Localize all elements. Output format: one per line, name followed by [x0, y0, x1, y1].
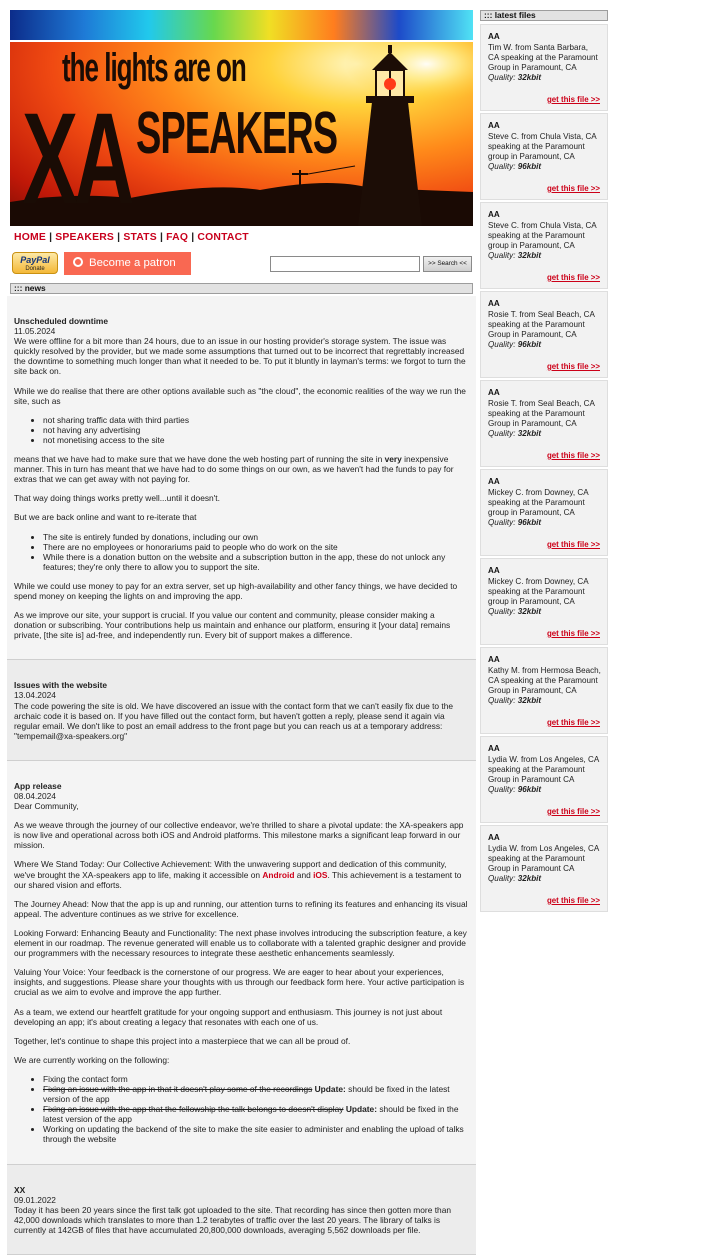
todo-item: • Working on updating the backend of the site to make the site easier to administer and enabling the upload of talks through the website: [43, 1124, 468, 1144]
list-item: • not having any advertising: [43, 425, 468, 435]
get-file-link[interactable]: get this file >>: [546, 807, 600, 816]
nav-contact-link[interactable]: CONTACT: [197, 232, 249, 243]
banner-logo-xa: XA: [22, 85, 131, 226]
file-card: [480, 469, 608, 556]
news-paragraph: Together, let's continue to shape this project into a masterpiece that we can all be proud of.: [14, 1035, 351, 1046]
file-card: [480, 202, 608, 289]
news-date: 13.04.2024: [14, 690, 56, 701]
list-item: • not sharing traffic data with third parties: [43, 415, 468, 425]
news-paragraph: While we could use money to pay for an extra server, set up high-availability and other fancy things, we have decided to spend money on keeping the lights on and improving the app.: [14, 580, 458, 601]
file-title: AA: [488, 744, 500, 753]
banner-tagline: the lights are on: [62, 44, 246, 91]
file-card: [480, 24, 608, 111]
news-paragraph: As a team, we extend our heartfelt gratitude for your ongoing support and enthusiasm. This journey is not just about developing an app; it's about creating a legacy that resonates with each one of us.: [14, 1006, 443, 1027]
file-title: AA: [488, 32, 500, 41]
file-card: [480, 380, 608, 467]
file-description: Steve C. from Chula Vista, CA speaking at the Paramount group in Paramount, CA: [488, 221, 597, 250]
paypal-logo: PayPal: [20, 255, 50, 265]
news-date: 09.01.2022: [14, 1194, 56, 1205]
nav-stats-link[interactable]: STATS: [123, 232, 157, 243]
nav-home-link[interactable]: HOME: [14, 232, 46, 243]
file-card: [480, 736, 608, 823]
get-file-link[interactable]: get this file >>: [546, 629, 600, 638]
paypal-donate-label: Donate: [25, 266, 45, 272]
news-item: [7, 761, 476, 1165]
list-item: • The site is entirely funded by donations, including our own: [43, 532, 468, 542]
file-title: AA: [488, 210, 500, 219]
nav-speakers-link[interactable]: SPEAKERS: [55, 232, 115, 243]
news-title: Unscheduled downtime: [14, 316, 108, 326]
todo-item: • Fixing an issue with the app that the fellowship the talk belongs to doesn't display Update: should be fixed in the latest version of the app: [43, 1104, 468, 1124]
news-bullet-list: [14, 532, 468, 572]
news-date: 08.04.2024: [14, 791, 56, 801]
file-quality: Quality: 96kbit: [488, 518, 542, 527]
patron-label: Become a patron: [89, 257, 176, 269]
news-paragraph: Today it has been 20 years since the first talk got uploaded to the site. That recording has since then gotten more than 42,000 downloads which translates to more than 1.2 terabytes of traffic over the last 20 years. The library of talks is currently at 142GB of files that have accumulated 20,800,000 downloads, averaging 5,562 downloads per file.: [14, 1204, 452, 1235]
file-quality: Quality: 32kbit: [488, 73, 542, 82]
search-input[interactable]: [270, 256, 420, 272]
file-card: [480, 647, 608, 734]
ios-link[interactable]: iOS: [313, 869, 328, 880]
news-paragraph: The Journey Ahead: Now that the app is up and running, our attention turns to refining its features and enhancing its visual appeal. The adventure continues as we strive for excellence.: [14, 898, 468, 919]
file-quality: Quality: 32kbit: [488, 696, 542, 705]
news-item: [7, 1165, 476, 1255]
search-button[interactable]: >> Search <<: [423, 256, 472, 272]
get-file-link[interactable]: get this file >>: [546, 95, 600, 104]
news-paragraph: The code powering the site is old. We have discovered an issue with the contact form that we can't easily fix due to the archaic code it is based on. If you have filled out the contact form, but haven't gotten a reply, please send it again via regular email. We don't like to post an email address to the front page but you can reach us at a temporary address: "tempemail@xa-speakers.org": [14, 700, 454, 741]
file-description: Steve C. from Chula Vista, CA speaking at the Paramount group in Paramount, CA: [488, 132, 597, 161]
file-description: Mickey C. from Downey, CA speaking at the Paramount group in Paramount, CA: [488, 577, 589, 606]
news-bullet-list: [14, 415, 468, 445]
file-description: Rosie T. from Seal Beach, CA speaking at the Paramount Group in Paramount, CA: [488, 310, 595, 339]
list-item: • There are no employees or honorariums paid to people who do work on the site: [43, 542, 468, 552]
android-link[interactable]: Android: [262, 869, 295, 880]
news-item: [7, 660, 476, 761]
paypal-donate-button[interactable]: [12, 252, 58, 274]
list-item: • While there is a donation button on the website and a subscription button in the app, these do not unlock any features; they're only there to allow you to support the site.: [43, 552, 468, 572]
news-title: App release: [14, 780, 62, 791]
file-card: [480, 291, 608, 378]
file-quality: Quality: 32kbit: [488, 251, 542, 260]
file-card: [480, 558, 608, 645]
file-title: AA: [488, 299, 500, 308]
list-item: • not monetising access to the site: [43, 435, 468, 445]
file-description: Rosie T. from Seal Beach, CA speaking at the Paramount Group in Paramount, CA: [488, 399, 595, 428]
file-quality: Quality: 96kbit: [488, 340, 542, 349]
news-item: [7, 296, 476, 660]
news-paragraph: Looking Forward: Enhancing Beauty and Functionality: The next phase involves introducing the subscription feature, a key element in our roadmap. The revenue generated will enable us to collaborate with a talented graphic designer and provide our programmers with the necessary resources to integrate these aesthetic enhancements seamlessly.: [14, 927, 467, 959]
get-file-link[interactable]: get this file >>: [546, 540, 600, 549]
file-title: AA: [488, 388, 500, 397]
file-description: Kathy M. from Hermosa Beach, CA speaking at the Paramount Group in Paramount, CA: [488, 666, 601, 695]
get-file-link[interactable]: get this file >>: [546, 184, 600, 193]
nav-separator: |: [159, 232, 164, 243]
news-paragraph: As we improve our site, your support is crucial. If you value our content and community, please consider making a donation or subscribing. Your contributions help us maintain and enhance our platform, ensuring it [your data] remains private, [the site is] ad-free, and independently run. Every bit of support makes a difference.: [14, 610, 451, 641]
nav-separator: |: [49, 232, 53, 243]
banner-logo-speakers: SPEAKERS: [136, 102, 338, 168]
nav-faq-link[interactable]: FAQ: [166, 232, 189, 243]
file-title: AA: [488, 121, 500, 130]
main-nav: [14, 232, 249, 243]
file-description: Lydia W. from Los Angeles, CA speaking at the Paramount Group in Paramount CA: [488, 755, 599, 784]
news-paragraph: Where We Stand Today: Our Collective Achievement: With the unwavering support and dedication of this community, we've brought the XA-speakers app to life, making it accessible on Android and iOS. This achievement is a testament to our shared vision and efforts.: [14, 859, 462, 890]
get-file-link[interactable]: get this file >>: [546, 362, 600, 371]
become-patron-button[interactable]: [64, 252, 191, 275]
get-file-link[interactable]: get this file >>: [546, 273, 600, 282]
news-paragraph: We were offline for a bit more than 24 hours, due to an issue in our hosting provider's storage system. The issue was quickly resolved by the provider, but we made some assumptions that turned out to be incorrect that regrettably increased the downtime to something much longer than what it needed to be. To put it bluntly in layman's terms: we forgot to turn the site back on.: [14, 336, 466, 377]
news-greeting: Dear Community,: [14, 801, 79, 812]
news-date: 11.05.2024: [14, 326, 56, 337]
news-heading: ::: news: [10, 283, 473, 294]
news-paragraph: That way doing things works pretty well...until it doesn't.: [14, 493, 220, 504]
file-quality: Quality: 32kbit: [488, 429, 542, 438]
news-paragraph: As we weave through the journey of our collective endeavor, we're thrilled to share a pivotal update: the XA-speakers app is now live and operational across both iOS and Android platforms. This milestone marks a significant leap forward in our mission.: [14, 820, 464, 851]
file-quality: Quality: 32kbit: [488, 607, 542, 616]
get-file-link[interactable]: get this file >>: [546, 451, 600, 460]
file-card: [480, 113, 608, 200]
get-file-link[interactable]: get this file >>: [546, 896, 600, 905]
file-title: AA: [488, 655, 500, 664]
file-title: AA: [488, 833, 500, 842]
get-file-link[interactable]: get this file >>: [546, 718, 600, 727]
news-paragraph: Valuing Your Voice: Your feedback is the cornerstone of our progress. We are eager to hear about your experiences, insights, and suggestions. Please share your thoughts with us through our feedback form here. Your active participation is crucial as we aim to evolve and improve the app further.: [14, 967, 465, 998]
todo-list: [14, 1074, 468, 1145]
site-banner[interactable]: [10, 10, 473, 226]
file-quality: Quality: 96kbit: [488, 785, 542, 794]
news-paragraph: But we are back online and want to re-iterate that: [14, 512, 197, 523]
file-quality: Quality: 32kbit: [488, 874, 542, 883]
file-title: AA: [488, 477, 500, 486]
news-title: XX: [14, 1184, 26, 1195]
todo-item: • Fixing an issue with the app in that it doesn't play some of the recordings Update: should be fixed in the latest version of the app: [43, 1084, 468, 1104]
file-description: Tim W. from Santa Barbara, CA speaking at the Paramount Group in Paramount, CA: [488, 43, 598, 72]
todo-item: • Fixing the contact form: [43, 1074, 468, 1084]
nav-separator: |: [191, 232, 195, 243]
patreon-icon: [73, 257, 83, 267]
file-description: Lydia W. from Los Angeles, CA speaking at the Paramount Group in Paramount CA: [488, 844, 599, 873]
news-paragraph: While we do realise that there are other options available such as "the cloud", the economic realities of the way we run the site, such as: [14, 385, 466, 406]
emphasis: very: [384, 454, 402, 465]
nav-separator: |: [117, 232, 121, 243]
latest-files-list: [480, 24, 608, 914]
news-paragraph: means that we have had to make sure that we have done the web hosting part of running the site in very inexpensive manner. This in turn has meant that we have had to do some things on our own, as we haven't had the funds to pay for extras that we can get away with not paying for.: [14, 454, 454, 485]
latest-files-heading: ::: latest files: [480, 10, 608, 21]
file-description: Mickey C. from Downey, CA speaking at the Paramount group in Paramount, CA: [488, 488, 589, 517]
file-card: [480, 825, 608, 912]
file-title: AA: [488, 566, 500, 575]
file-quality: Quality: 96kbit: [488, 162, 542, 171]
news-list: [7, 296, 476, 1259]
news-title: Issues with the website: [14, 680, 108, 691]
banner-color-strip: [10, 10, 473, 40]
news-paragraph: We are currently working on the following:: [14, 1054, 170, 1065]
